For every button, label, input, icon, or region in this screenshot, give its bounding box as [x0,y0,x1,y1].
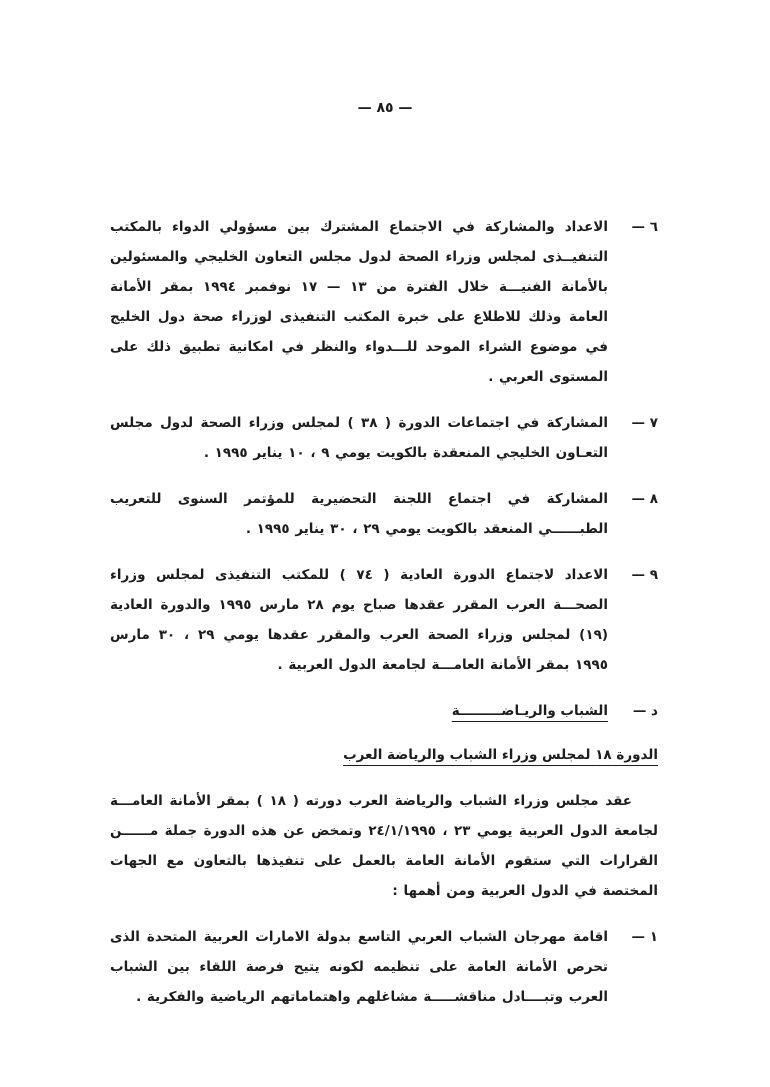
item-number-marker: ٦ — [631,219,658,235]
list-item [110,560,658,680]
section-heading-row [110,696,658,726]
item-number-marker: ٨ — [631,491,658,507]
list-item [110,212,658,392]
intro-paragraph: عقد مجلس وزراء الشباب والرياضة العرب دورته ( ١٨ ) بمقر الأمانة العامـــة لجامعة الدول العربية يومي ٢٣ ، ٢٤/١/١٩٩٥ وتمخض عن هذه الدورة جملة مــــــن القرارات التي ستقوم الأمانة العامة بالعمل على تنفيذها بالتعاون مع الجهات المختصة في الدول العربية ومن أهمها : [110,793,659,899]
item-number-marker: ١ — [631,929,658,945]
item-text: الاعداد والمشاركة في الاجتماع المشترك بين مسؤولي الدواء بالمكتب التنفيــذى لمجلس وزراء الصحة لدول مجلس التعاون الخليجي والمسئولين بالأمانة الفنيـــة خلال الفترة من ١٣ — ١٧ نوفمبر ١٩٩٤ بمقر الأمانة العامة وذلك للاطلاع على خبرة المكتب التنفيذى لوزراء صحة دول الخليج في موضوع الشراء الموحد للـــدواء والنظر في امكانية تطبيق ذلك على المستوى العربي . [110,219,608,385]
numbered-item-list [110,212,658,680]
document-body [110,212,658,1028]
sub-item-list [110,922,658,1012]
list-item [110,484,658,544]
item-text: اقامة مهرجان الشباب العربي التاسع بدولة الامارات العربية المتحدة الذى تحرص الأمانة العامة على تنظيمه لكونه يتيح فرصة اللقاء بين الشباب العرب وتبــــادل مناقشـــــة مشاغلهم واهتماماتهم الرياضية والفكرية . [110,929,608,1005]
session-subheading: الدورة ١٨ لمجلس وزراء الشباب والرياضة العرب [343,747,658,763]
item-number-marker: ٩ — [631,567,658,583]
item-text: المشاركة في اجتماع اللجنة التحضيرية للمؤتمر السنوى للتعريب الطبــــــي المنعقد بالكويت يومي ٢٩ ، ٣٠ يناير ١٩٩٥ . [110,491,608,537]
item-text: المشاركة في اجتماعات الدورة ( ٣٨ ) لمجلس وزراء الصحة لدول مجلس التعـاون الخليجي المنعقدة بالكويت يومي ٩ ، ١٠ يناير ١٩٩٥ . [110,415,608,461]
list-item [110,408,658,468]
list-item [110,922,658,1012]
item-text: الاعداد لاجتماع الدورة العادية ( ٧٤ ) للمكتب التنفيذى لمجلس وزراء الصحـــة العرب المقرر عقدها صباح يوم ٢٨ مارس ١٩٩٥ والدورة العادية (١٩) لمجلس وزراء الصحة العرب والمقرر عقدها يومي ٢٩ ، ٣٠ مارس ١٩٩٥ بمقر الأمانة العامـــة لجامعة الدول العربية . [110,567,608,673]
section-title: الشباب والريـاضـــــــــة [451,703,608,719]
page-number: — ٨٥ — [357,100,413,116]
item-number-marker: ٧ — [631,415,658,431]
section-marker: د — [632,703,658,719]
